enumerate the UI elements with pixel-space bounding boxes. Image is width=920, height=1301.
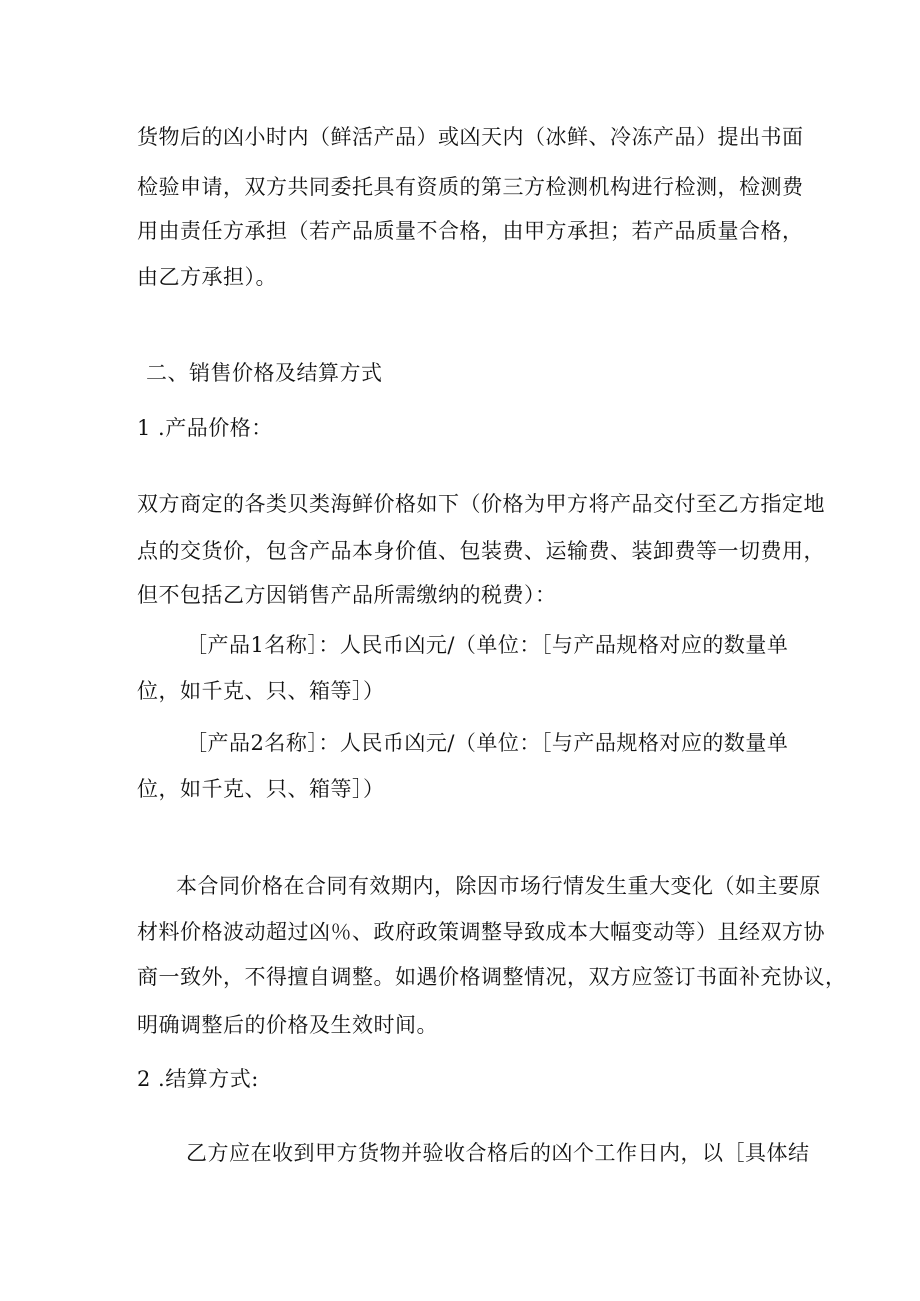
list-item-heading: 2 .结算方式: [137, 1067, 259, 1091]
product-line: 位，如千克、只、箱等］） [137, 679, 385, 703]
product-line: ［产品1名称］：人民币凶元/（单位：［与产品规格对应的数量单 [186, 633, 789, 657]
paragraph-line: 明确调整后的价格及生效时间。 [137, 1013, 438, 1037]
paragraph-line: 点的交货价，包含产品本身价值、包装费、运输费、装卸费等一切费用， [137, 539, 825, 563]
paragraph-line: 材料价格波动超过凶％、政府政策调整导致成本大幅变动等）且经双方协 [137, 920, 825, 944]
section-heading: 二、销售价格及结算方式 [146, 361, 383, 385]
list-item-heading: 1 .产品价格： [137, 416, 273, 440]
paragraph-line: 由乙方承担）。 [137, 265, 277, 289]
product-line: 位，如千克、只、箱等］） [137, 777, 385, 801]
paragraph-line: 乙方应在收到甲方货物并验收合格后的凶个工作日内，以［具体结 [186, 1141, 810, 1165]
paragraph-line: 但不包括乙方因销售产品所需缴纳的税费）： [137, 583, 557, 607]
paragraph-line: 本合同价格在合同有效期内，除因市场行情发生重大变化（如主要原 [176, 874, 821, 898]
paragraph-line: 货物后的凶小时内（鲜活产品）或凶天内（冰鲜、冷冻产品）提出书面 [137, 125, 804, 149]
paragraph-line: 用由责任方承担（若产品质量不合格，由甲方承担；若产品质量合格， [137, 219, 804, 243]
product-line: ［产品2名称］：人民币凶元/（单位：［与产品规格对应的数量单 [186, 731, 789, 755]
paragraph-line: 检验申请，双方共同委托具有资质的第三方检测机构进行检测，检测费 [137, 175, 804, 199]
paragraph-line: 商一致外，不得擅自调整。如遇价格调整情况，双方应签订书面补充协议， [137, 965, 847, 989]
paragraph-line: 双方商定的各类贝类海鲜价格如下（价格为甲方将产品交付至乙方指定地 [137, 492, 825, 516]
